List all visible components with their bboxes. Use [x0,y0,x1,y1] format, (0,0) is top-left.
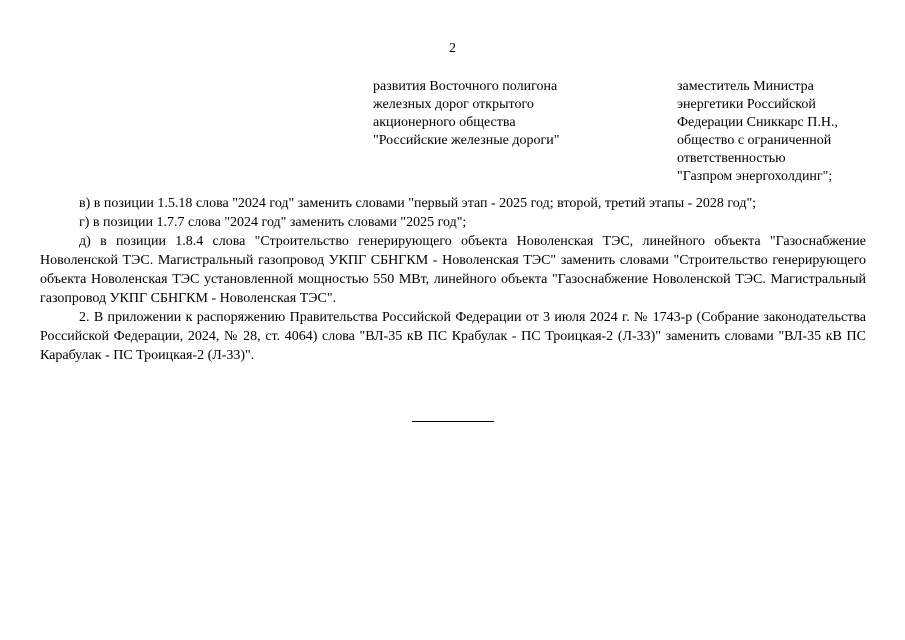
end-separator-line [412,421,494,422]
table-left-line: "Российские железные дороги" [373,133,560,148]
table-right-line: общество с ограниченной [677,133,832,148]
paragraph-point-2: 2. В приложении к распоряжению Правительства Российской Федерации от 3 июля 2024 г. № 1743-р (Собрание законодательства Российской Федерации, 2024, № 28, ст. 4064) слова "ВЛ-35 кВ ПС Крабулак - ПС Троицкая-2 (Л-33)" заменить словами "ВЛ-35 кВ ПС Карабулак - ПС Троицкая-2 (Л-33)". [40,310,866,363]
table-column-left [373,78,633,150]
table-right-line: "Газпром энергохолдинг"; [677,169,833,184]
table-left-line: развития Восточного полигона [373,79,558,94]
table-right-line: заместитель Министра [677,79,814,94]
table-right-line: Федерации Сниккарс П.Н., [677,115,838,130]
table-column-right [677,78,897,186]
paragraph-item-d: д) в позиции 1.8.4 слова "Строительство генерирующего объекта Новоленская ТЭС, линейного объекта "Газоснабжение Новоленской ТЭС. Магистральный газопровод УКПГ СБНГКМ - Новоленская ТЭС" заменить словами "Строительство генерирующего объекта Новоленская ТЭС установленной мощностью 550 МВт, линейного объекта "Газоснабжение Новоленской ТЭС. Магистральный газопровод УКПГ СБНГКМ - Новоленская ТЭС". [40,234,866,306]
table-left-line: акционерного общества [373,115,516,130]
table-right-line: ответственностью [677,151,786,166]
paragraph-item-g: г) в позиции 1.7.7 слова "2024 год" заменить словами "2025 год"; [79,215,467,230]
document-body [40,194,866,365]
table-right-line: энергетики Российской [677,97,816,112]
paragraph-item-v: в) в позиции 1.5.18 слова "2024 год" заменить словами "первый этап - 2025 год; второй, третий этапы - 2028 год"; [79,196,757,211]
page-number: 2 [449,41,456,56]
table-left-line: железных дорог открытого [373,97,534,112]
